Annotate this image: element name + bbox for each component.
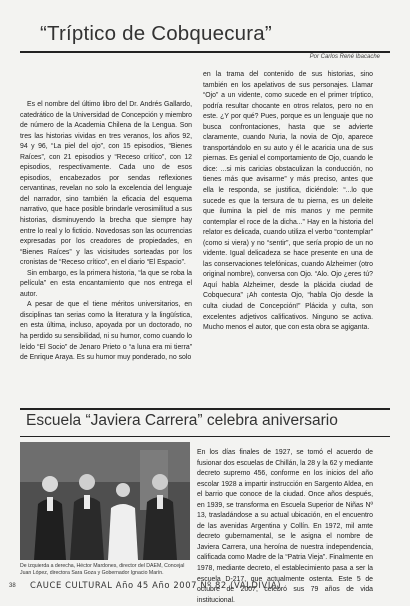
event-photo [20, 442, 190, 560]
section-title: Escuela “Javiera Carrera” celebra aniversario [26, 412, 338, 429]
article-author: Por Carlos René Ibacache [309, 54, 380, 60]
page-number: 38 [9, 583, 16, 589]
section-bottom-rule [20, 436, 390, 437]
section-top-rule [20, 408, 390, 410]
article-column-1 [20, 100, 192, 364]
article-column-2 [203, 70, 373, 334]
article-paragraph: en la trama del contenido de sus historias, sino también en los apelativos de sus personajes. Llamar “Ojo” a un vidente, como sucede en el primer tríptico, podría resultar chocante en otros relatos, pero no en este. ¿Y por qué? Pues, porque es un lenguaje que no busca confrontaciones, hasta que se advierte claramente, cuando Nuria, la novia de Ojo, aparece transportándolo en su auto y él le acaricia una de sus piernas. Es genial el comportamiento de Ojo, cuando le dice: ...si mis caricias obstaculizan la conducción, no tienes más que avisarme” y más preciso, antes que ella le responda, se justifica, diciéndole: “...lo que sucede es que la tersura de tu pierna, es un deleite que ilumina la piel de mis manos y me permite contemplar el roce de la dicha...” Hay en la historia del relator es delicada, cuando utiliza el verbo “contemplar” (como si viera) y no “sentir”, que sería propio de un no vidente. Igual delicadeza se hace presente en una de las conservaciones telefónicas, cuando Alzheimer (otro original nombre), conversa con Ojo. “Alo. Ojo ¿eres tú? Aquí habla Alzheimer, desde la plácida ciudad de Cobquecura” ¡Ah contesta Ojo, “habla Ojo desde la culta ciudad de Concepción!” Plácida y culta, son excelentes adjetivos calificativos. Ninguno se activa. Mucho menos el autor, que con esta obra se agiganta. [203, 71, 373, 332]
photo-caption: De izquierda a derecha, Héctor Mardones, director del DAEM, Concejal Juan López, directora Sara Goza y Gobernador Ignacio Marín. [20, 563, 185, 576]
publication-footer: CAUCE CULTURAL Año 45 Año 2007 Nº 82 (VALDIVIA) [30, 580, 282, 590]
section-paragraph: En los días finales de 1927, se tomó el acuerdo de fusionar dos escuelas de Chillán, la 28 y la 62 y mediante decreto supremo 456, conforme en los inicios del año escolar 1928 a impartir instrucción en Sargento Aldea, en el barrio que conoce de la ciudad. Once años después, en 1939, se transforma en Escuela Superior de Niñas Nº 13, trasladándose a su actual ubicación, en el encuentro de las avenidas Argentina y Collín. En 1972, mil amte decreto gubernamental, se le asigna el nombre de Javiera Carrera, una heroína de nuestra independencia, calificada como Madre de la “Patria Vieja”. Finalmente en 1978, mediante decreto, el establecimiento pasa a ser la escuela D-217, que actualmente ostenta. Este 5 de octubre de 2007, celebró sus 79 años de vida institucional. [197, 449, 373, 604]
article-paragraph: Es el nombre del último libro del Dr. Andrés Gallardo, catedrático de la Universidad de Concepción y miembro de número de la Academia Chilena de la Lengua. Son tres las historias vividas en tres veranos, los años 92, 94 y 96, “La piel del ojo”, con 15 episodios, “Bienes Raíces”, con 21 episodios y “Receso crítico”, con 12 episodios, respectivamente. Cada uno de esos episodios, encabezados por sendas reflexiones cervantinas, revelan no solo la excelencia del lenguaje del narrador, sino también la eficacia del esquema narrativo, que hace posible brindarle verosimilitud a sus historias, disminuyendo la brecha que siempre hay entre lo real y lo ficticio. Novedosas son las ocurrencias expresadas por los creadores de propiedades, en “Bienes Raíces” y las vicisitudes sorteadas por los cronistas de “Receso crítico”, en el diario “El Espacio”. [20, 101, 192, 267]
article-paragraph: A pesar de que el tiene méritos universitarios, en disciplinas tan serias como la literatura y la lingüística, en esta última, incluso, apoyada por un doctorado, no ha perdido su sensibilidad, ni su humor, como cuando lo leído “El Socio” de Jenaro Prieto o “a luna era mi tierra” de Enrique Araya. Es su humor muy ponderado, no solo [20, 301, 192, 362]
article-title: “Tríptico de Cobquecura” [40, 22, 272, 45]
article-paragraph: Sin embargo, es la primera historia, “la que se roba la película” en esta encantamiento que nos entrega el autor. [20, 269, 192, 298]
title-rule [20, 51, 390, 53]
